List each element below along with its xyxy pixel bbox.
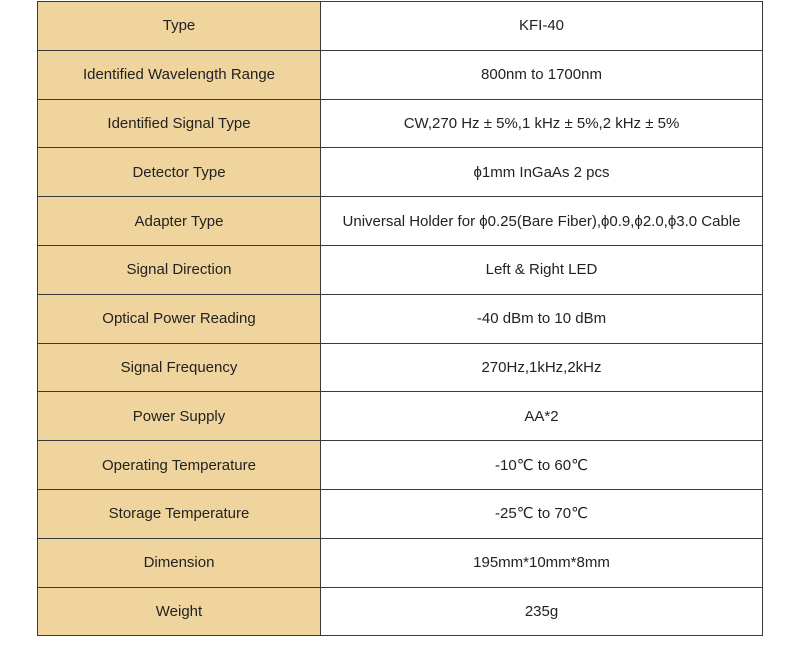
table-row	[38, 245, 763, 294]
table-row	[38, 489, 763, 538]
spec-label: Optical Power Reading	[38, 294, 321, 343]
spec-label: Power Supply	[38, 392, 321, 441]
spec-label: Weight	[38, 587, 321, 636]
spec-label: Operating Temperature	[38, 441, 321, 490]
spec-value: Left & Right LED	[321, 245, 763, 294]
spec-value: -40 dBm to 10 dBm	[321, 294, 763, 343]
spec-label: Identified Wavelength Range	[38, 50, 321, 99]
spec-value: 235g	[321, 587, 763, 636]
spec-label: Signal Direction	[38, 245, 321, 294]
spec-label: Storage Temperature	[38, 489, 321, 538]
spec-value: CW,270 Hz ± 5%,1 kHz ± 5%,2 kHz ± 5%	[321, 99, 763, 148]
spec-label: Type	[38, 2, 321, 51]
table-row	[38, 538, 763, 587]
spec-label: Detector Type	[38, 148, 321, 197]
table-row	[38, 197, 763, 246]
table-row	[38, 587, 763, 636]
spec-label: Signal Frequency	[38, 343, 321, 392]
spec-value: AA*2	[321, 392, 763, 441]
spec-value: -10℃ to 60℃	[321, 441, 763, 490]
spec-value: 195mm*10mm*8mm	[321, 538, 763, 587]
spec-table	[37, 1, 763, 636]
spec-value: KFI-40	[321, 2, 763, 51]
table-row	[38, 392, 763, 441]
spec-value: 800nm to 1700nm	[321, 50, 763, 99]
table-row	[38, 441, 763, 490]
table-row	[38, 343, 763, 392]
spec-label: Adapter Type	[38, 197, 321, 246]
spec-value: ϕ1mm InGaAs 2 pcs	[321, 148, 763, 197]
spec-label: Identified Signal Type	[38, 99, 321, 148]
spec-value: -25℃ to 70℃	[321, 489, 763, 538]
table-row	[38, 2, 763, 51]
table-row	[38, 50, 763, 99]
spec-value: Universal Holder for ϕ0.25(Bare Fiber),ϕ0.9,ϕ2.0,ϕ3.0 Cable	[321, 197, 763, 246]
table-row	[38, 294, 763, 343]
spec-label: Dimension	[38, 538, 321, 587]
table-row	[38, 99, 763, 148]
table-row	[38, 148, 763, 197]
spec-value: 270Hz,1kHz,2kHz	[321, 343, 763, 392]
spec-table-body	[38, 2, 763, 636]
